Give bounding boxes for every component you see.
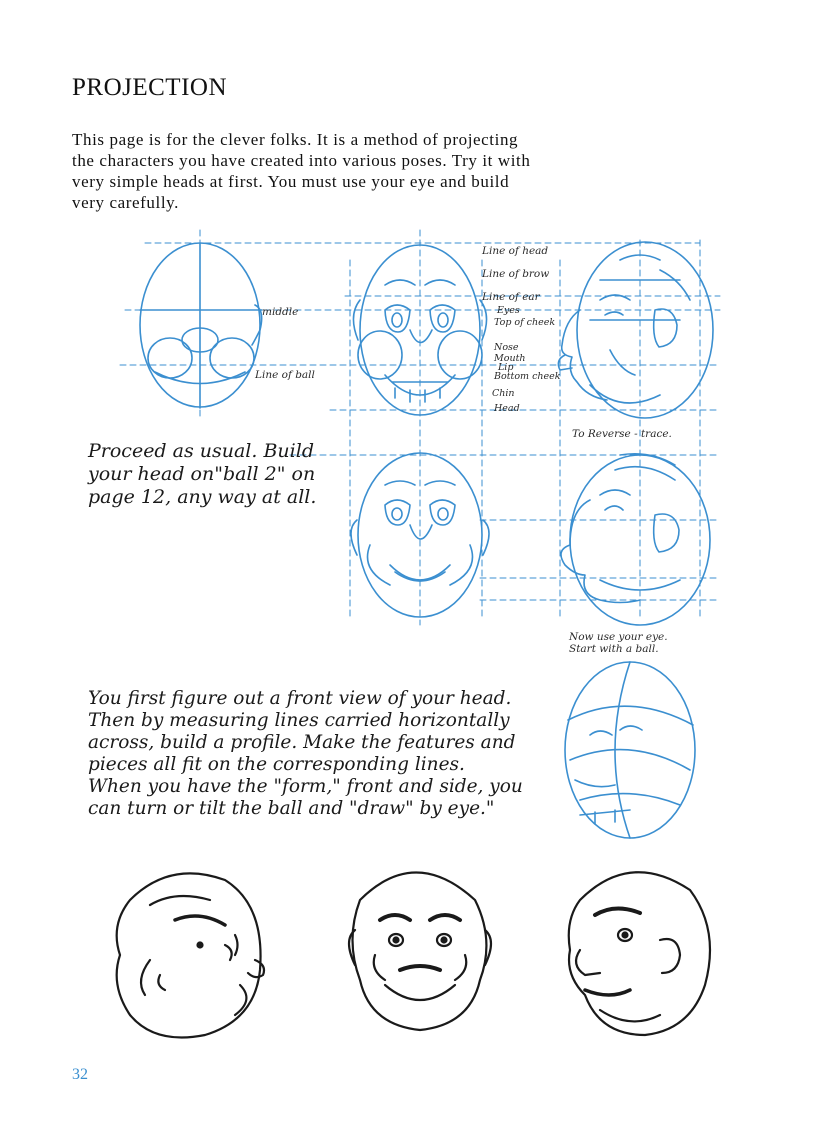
label-middle: middle	[262, 306, 299, 318]
note-line: Proceed as usual. Build	[88, 440, 314, 462]
note-line: can turn or tilt the ball and "draw" by eye."	[88, 798, 495, 819]
intro-line: This page is for the clever folks. It is a method of projecting	[72, 130, 519, 149]
note-line: your head on"ball 2" on	[88, 463, 316, 485]
label-line-of-brow: Line of brow	[482, 268, 550, 280]
label-eyes: Eyes	[497, 305, 520, 316]
intro-line: very simple heads at first. You must use your eye and build	[72, 172, 510, 191]
finished-head-profile	[117, 873, 264, 1037]
label-line-of-ball: Line of ball	[255, 369, 315, 381]
label-lip: Lip	[498, 362, 514, 373]
label-line-of-ear: Line of ear	[482, 291, 540, 303]
label-mouth: Mouth	[494, 353, 526, 364]
label-chin: Chin	[492, 388, 515, 399]
profile-head-refined	[561, 454, 710, 625]
note-line: When you have the "form," front and side, you	[88, 776, 523, 797]
label-now-use-eye: Now use your eye.	[569, 631, 668, 643]
finished-head-three-quarter	[569, 872, 710, 1035]
note-line: Then by measuring lines carried horizontally	[88, 710, 510, 731]
intro-line: very carefully.	[72, 193, 180, 212]
label-head: Head	[494, 403, 520, 414]
intro-line: the characters you have created into various poses. Try it with	[72, 151, 531, 170]
note-line: pieces all fit on the corresponding lines.	[88, 754, 465, 775]
label-line-of-head: Line of head	[482, 245, 549, 257]
label-nose: Nose	[494, 342, 519, 353]
label-to-reverse: To Reverse - trace.	[572, 428, 672, 440]
label-top-of-cheek: Top of cheek	[494, 317, 556, 328]
tilted-head-ball	[565, 662, 695, 838]
label-bottom-cheek: Bottom cheek	[494, 371, 561, 382]
page-number: 32	[72, 1066, 88, 1083]
note-line: page 12, any way at all.	[88, 486, 317, 508]
note-line: across, build a profile. Make the features and	[88, 732, 516, 753]
note-proceed	[88, 440, 316, 509]
label-start-with-ball: Start with a ball.	[569, 643, 659, 655]
finished-head-front	[349, 873, 491, 1031]
profile-head-construction	[558, 242, 713, 418]
note-front-view	[88, 688, 523, 820]
ball-front-sketch	[140, 243, 262, 408]
page-title: PROJECTION	[72, 74, 228, 101]
note-line: You first figure out a front view of your head.	[88, 688, 512, 709]
